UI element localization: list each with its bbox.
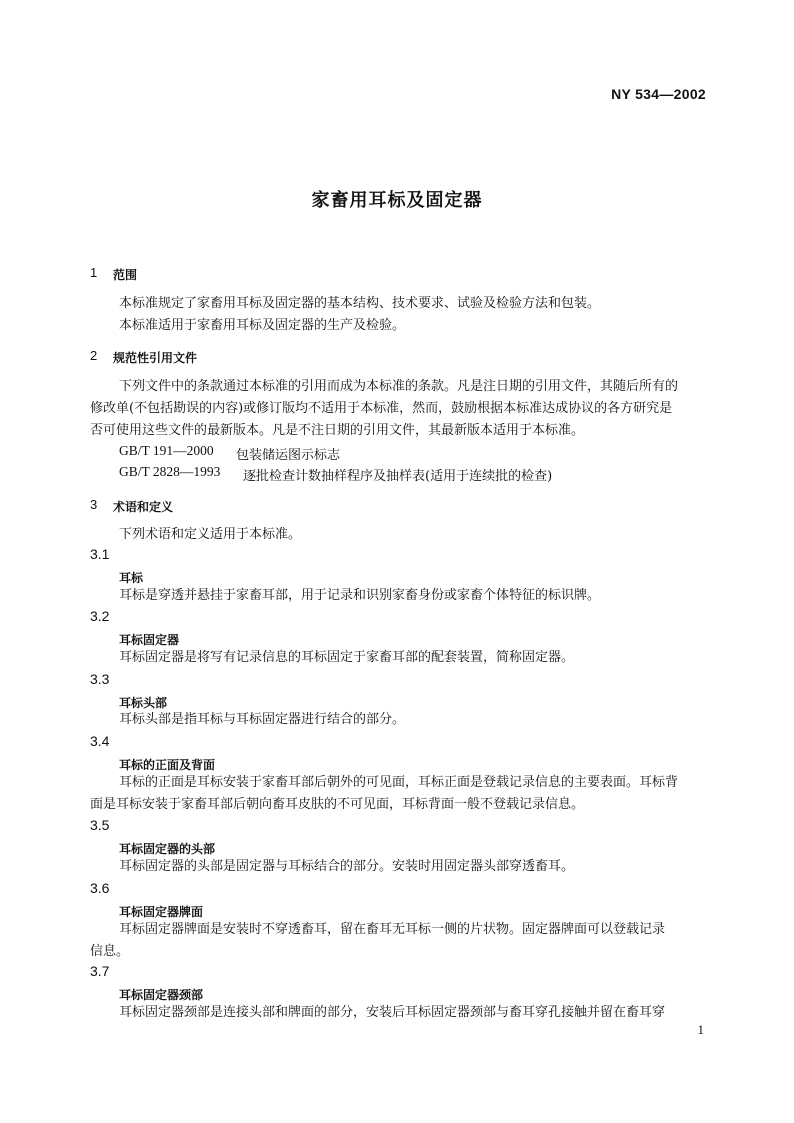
- section-3-intro: 下列术语和定义适用于本标准。: [119, 527, 302, 542]
- term-3-1-name: 耳标: [119, 571, 144, 585]
- section-1-number: 1: [90, 265, 98, 280]
- section-2-paragraph-line-3: 否可使用这些文件的最新版本。凡是不注日期的引用文件，其最新版本适用于本标准。: [90, 423, 585, 438]
- reference-2-code: GB/T 2828—1993: [119, 464, 221, 479]
- term-3-7-number: 3.7: [90, 963, 110, 979]
- section-1-paragraph-2: 本标准适用于家畜用耳标及固定器的生产及检验。: [119, 318, 406, 333]
- reference-1-title: 包装储运图示标志: [236, 448, 341, 463]
- section-2-paragraph-line-1: 下列文件中的条款通过本标准的引用而成为本标准的条款。凡是注日期的引用文件，其随后所有的: [119, 379, 679, 394]
- section-2-title: 规范性引用文件: [113, 351, 198, 365]
- section-2-number: 2: [90, 348, 98, 363]
- section-1-paragraph-1: 本标准规定了家畜用耳标及固定器的基本结构、技术要求、试验及检验方法和包装。: [119, 296, 601, 311]
- reference-2-title: 逐批检查计数抽样程序及抽样表(适用于连续批的检查): [243, 469, 553, 484]
- term-3-6-definition-line-2: 信息。: [90, 944, 130, 959]
- term-3-4-definition-line-1: 耳标的正面是耳标安装于家畜耳部后朝外的可见面，耳标正面是登载记录信息的主要表面。耳标背: [119, 775, 679, 790]
- term-3-2-definition: 耳标固定器是将写有记录信息的耳标固定于家畜耳部的配套装置，简称固定器。: [119, 650, 575, 665]
- term-3-1-definition: 耳标是穿透并悬挂于家畜耳部，用于记录和识别家畜身份或家畜个体特征的标识牌。: [119, 588, 601, 603]
- section-3-number: 3: [90, 497, 98, 512]
- term-3-4-definition-line-2: 面是耳标安装于家畜耳部后朝向畜耳皮肤的不可见面，耳标背面一般不登载记录信息。: [90, 797, 585, 812]
- document-title: 家畜用耳标及固定器: [311, 190, 483, 211]
- term-3-4-number: 3.4: [90, 733, 110, 749]
- term-3-5-definition: 耳标固定器的头部是固定器与耳标结合的部分。安装时用固定器头部穿透畜耳。: [119, 859, 575, 874]
- term-3-5-name: 耳标固定器的头部: [119, 842, 216, 856]
- term-3-3-definition: 耳标头部是指耳标与耳标固定器进行结合的部分。: [119, 712, 406, 727]
- term-3-7-name: 耳标固定器颈部: [119, 988, 204, 1002]
- section-2-paragraph-line-2: 修改单(不包括勘误的内容)或修订版均不适用于本标准，然而，鼓励根据本标准达成协议的各方研究是: [90, 401, 673, 416]
- term-3-3-name: 耳标头部: [119, 696, 168, 710]
- term-3-7-definition: 耳标固定器颈部是连接头部和牌面的部分，安装后耳标固定器颈部与畜耳穿孔接触并留在畜耳穿: [119, 1005, 666, 1020]
- term-3-5-number: 3.5: [90, 817, 110, 833]
- section-3-title: 术语和定义: [113, 500, 174, 514]
- term-3-6-number: 3.6: [90, 880, 110, 896]
- standard-code: NY 534—2002: [611, 86, 706, 102]
- term-3-3-number: 3.3: [90, 671, 110, 687]
- page-number: 1: [697, 1022, 704, 1037]
- section-1-title: 范围: [113, 268, 138, 282]
- term-3-4-name: 耳标的正面及背面: [119, 758, 216, 772]
- term-3-6-name: 耳标固定器牌面: [119, 905, 204, 919]
- reference-1-code: GB/T 191—2000: [119, 443, 214, 458]
- term-3-6-definition-line-1: 耳标固定器牌面是安装时不穿透畜耳，留在畜耳无耳标一侧的片状物。固定器牌面可以登载记录: [119, 922, 666, 937]
- term-3-1-number: 3.1: [90, 546, 110, 562]
- term-3-2-name: 耳标固定器: [119, 633, 180, 647]
- term-3-2-number: 3.2: [90, 608, 110, 624]
